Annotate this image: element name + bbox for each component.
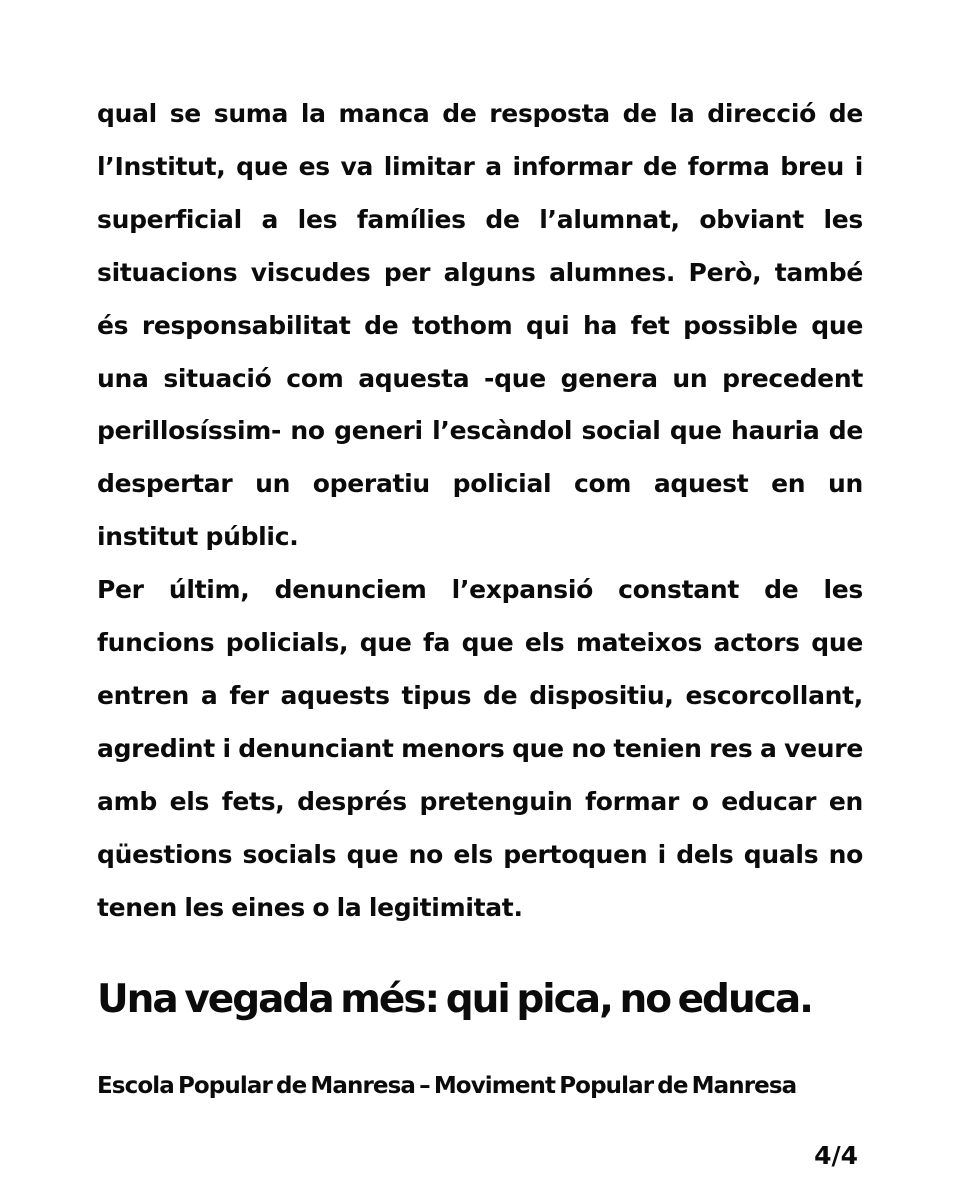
page-number: 4/4 xyxy=(814,1141,858,1170)
slogan-heading: Una vegada més: qui pica, no educa. xyxy=(97,977,812,1022)
paragraph-1: qual se suma la manca de resposta de la direcció de l’Institut, que es va limitar a informar de forma breu i superficial a les famílies de l’alumnat, obviant les situacions viscudes per alguns alumnes. Però, també és responsabilitat de tothom qui ha fet possible que una situació com aquesta -que genera un precedent perillosíssim- no generi l’escàndol social que hauria de despertar un operatiu policial com aquest en un institut públic. xyxy=(97,99,863,552)
signature: Escola Popular de Manresa – Moviment Popular de Manresa xyxy=(97,1073,797,1099)
body-text xyxy=(97,88,863,935)
paragraph-2: Per últim, denunciem l’expansió constant de les funcions policials, que fa que els mateixos actors que entren a fer aquests tipus de dispositiu, escorcollant, agredint i denunciant menors que no tenien res a veure amb els fets, després pretenguin formar o educar en qüestions socials que no els pertoquen i dels quals no tenen les eines o la legitimitat. xyxy=(97,575,863,922)
